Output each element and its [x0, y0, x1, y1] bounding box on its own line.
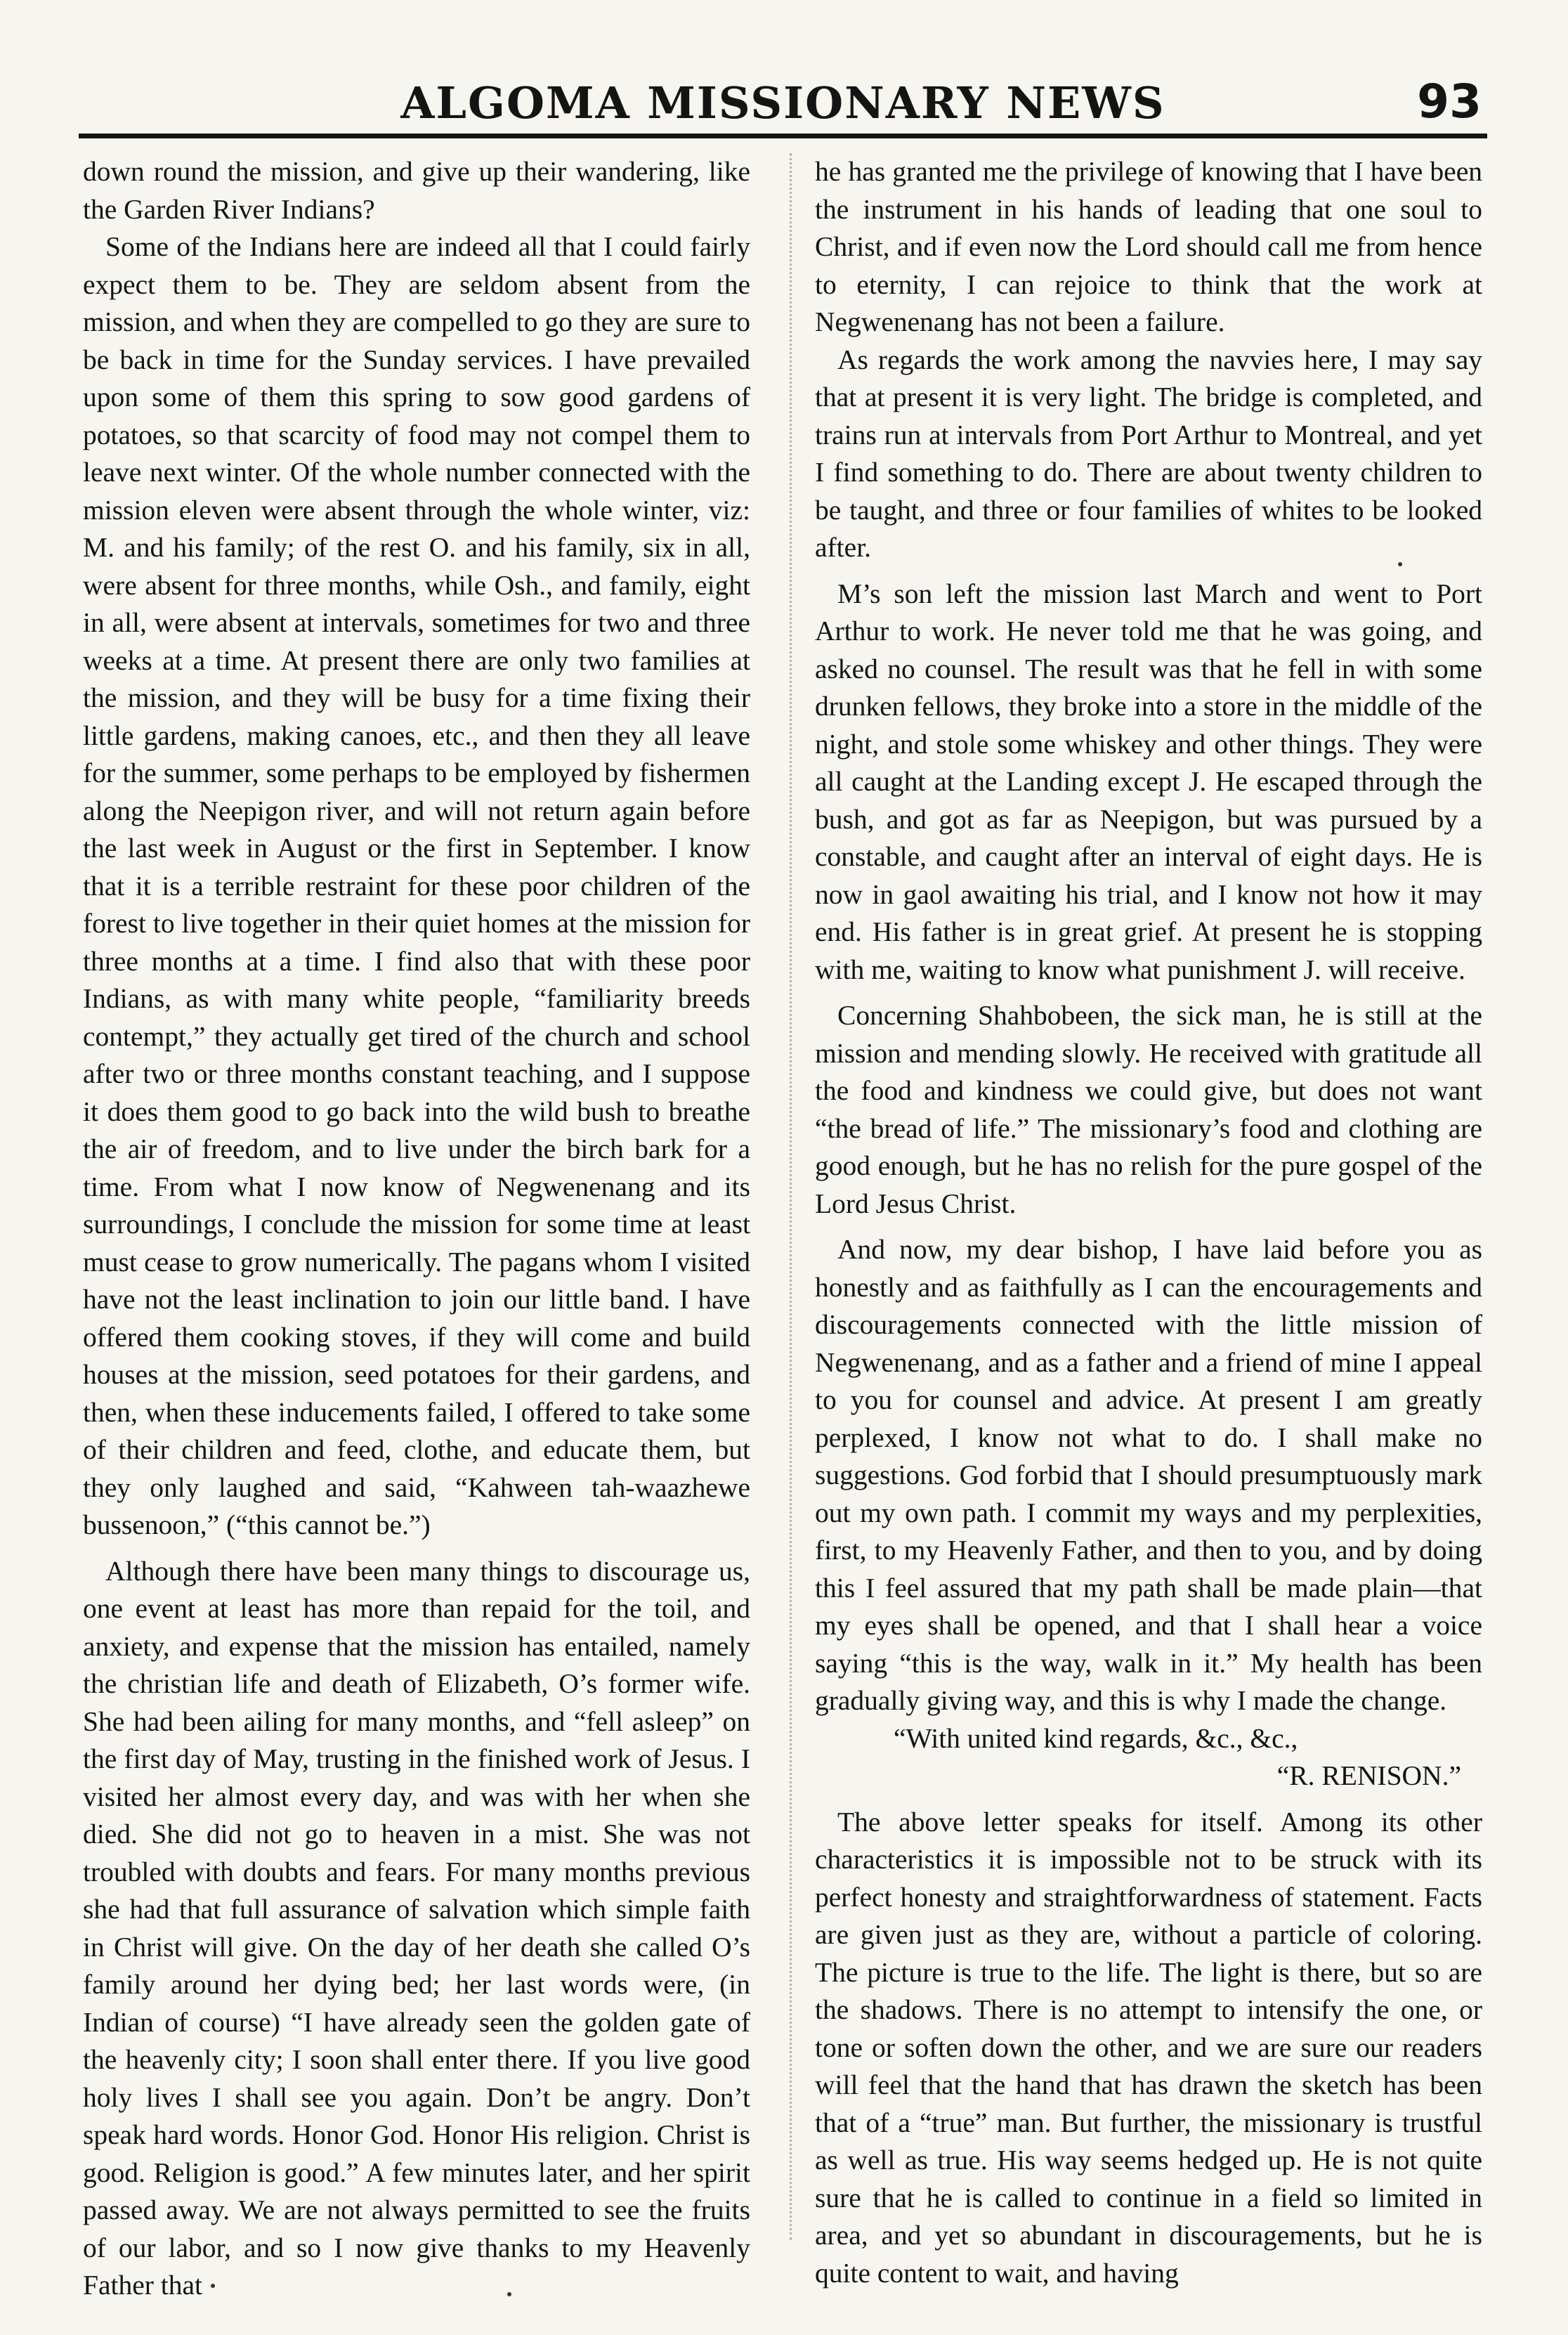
paragraph: M’s son left the mission last March and went to Port Arthur to work. He never told me that he was going, and asked no counsel. The result was that he fell in with some drunken fellows, they broke into a store in the middle of the night, and stole some whiskey and other things. They were all caught at the Landing except J. He escaped through the bush, and got as far as Neepigon, but was pursued by a constable, and caught after an interval of eight days. He is now in gaol awaiting his trial, and I know not how it may end. His father is in great grief. At present he is stopping with me, waiting to know what punishment J. will receive.	[815, 578, 1482, 985]
right-column	[815, 153, 1482, 2289]
paragraph: Although there have been many things to discourage us, one event at least has more than repaid for the toil, and anxiety, and expense that the mission has entailed, namely the christian life and death of Elizabeth, O’s former wife. She had been ailing for many months, and “fell asleep” on the first day of May, trusting in the finished work of Jesus. I visited her almost every day, and was with her when she died. She did not go to heaven in a mist. She was not troubled with doubts and fears. For many months previous she had that full assurance of salvation which simple faith in Christ will give. On the day of her death she called O’s family around her dying bed; her last words were, (in Indian of course) “I have already seen the golden gate of the heavenly city; I soon shall enter there. If you live good holy lives I shall see you again. Don’t be angry. Don’t speak hard words. Honor God. Honor His religion. Christ is good. Religion is good.” A few minutes later, and her spirit passed away. We are not always permitted to see the fruits of our labor, and so I now give thanks to my Heavenly Father that	[83, 1555, 750, 2301]
letter-closing: “With united kind regards, &c., &c.,	[894, 1722, 1298, 1754]
page-number: 93	[1417, 74, 1482, 129]
paragraph: Concerning Shahbobeen, the sick man, he is still at the mission and mending slowly. He received with gratitude all the food and kindness we could give, but does not want “the bread of life.” The missionary’s food and clothing are good enough, but he has no relish for the pure gospel of the Lord Jesus Christ.	[815, 1000, 1482, 1219]
left-column	[83, 153, 750, 2301]
letter-signature: “R. RENISON.”	[1276, 1760, 1461, 1791]
print-speck	[1398, 562, 1402, 566]
print-speck	[507, 2292, 511, 2296]
paragraph: Some of the Indians here are indeed all that I could fairly expect them to be. They are seldom absent from the mission, and when they are compelled to go they are sure to be back in time for the Sunday services. I have prevailed upon some of them this spring to sow good gardens of potatoes, so that scarcity of food may not compel them to leave next winter. Of the whole number connected with the mission eleven were absent through the whole winter, viz: M. and his family; of the rest O. and his family, six in all, were absent for three months, while Osh., and family, eight in all, were absent at intervals, sometimes for two and three weeks at a time. At present there are only two families at the mission, and they will be busy for a time fixing their little gardens, making canoes, etc., and then they all leave for the summer, some perhaps to be employed by fishermen along the Neepigon river, and will not return again before the last week in August or the first in September. I know that it is a terrible restraint for these poor children of the forest to live together in their quiet homes at the mission for three months at a time. I find also that with these poor Indians, as with many white people, “familiarity breeds contempt,” they actually get tired of the church and school after two or three months constant teaching, and I suppose it does them good to go back into the wild bush to breathe the air of freedom, and to live under the birch bark for a time. From what I now know of Negwenenang and its surroundings, I conclude the mission for some time at least must cease to grow numerically. The pagans whom I visited have not the least inclination to join our little band. I have offered them cooking stoves, if they will come and build houses at the mission, seed potatoes for their gardens, and then, when these inducements failed, I offered to take some of their children and feed, clothe, and educate them, but they only laughed and said, “Kahween tah-waazhewe bussenoon,” (“this cannot be.”)	[83, 231, 750, 1540]
paragraph: And now, my dear bishop, I have laid before you as honestly and as faithfully as I can the encouragements and discouragements connected with the little mission of Negwenenang, and as a father and a friend of mine I appeal to you for counsel and advice. At present I am greatly perplexed, I know not what to do. I shall make no suggestions. God forbid that I should presumptuously mark out my own path. I commit my ways and my perplexities, first, to my Heavenly Father, and then to you, and by doing this I feel assured that my path shall be made plain—that my eyes shall be opened, and that I shall hear a voice saying “this is the way, walk in it.” My health has been gradually giving way, and this is why I made the change.	[815, 1234, 1482, 1716]
paragraph: he has granted me the privilege of knowing that I have been the instrument in his hands of leading that one soul to Christ, and if even now the Lord should call me from hence to eternity, I can rejoice to think that the work at Negwenenang has not been a failure.	[815, 156, 1482, 337]
paragraph: The above letter speaks for itself. Among its other characteristics it is impossible not to be struck with its perfect honesty and straightforwardness of statement. Facts are given just as they are, without a particle of coloring. The picture is true to the life. The light is there, but so are the shadows. There is no attempt to intensify the one, or tone or soften down the other, and we are sure our readers will feel that the hand that has drawn the sketch has been that of a “true” man. But further, the missionary is trustful as well as true. His way seems hedged up. He is not quite sure that he is called to continue in a field so limited in area, and yet so abundant in discouragements, but he is quite content to wait, and having	[815, 1806, 1482, 2289]
page-header	[79, 70, 1487, 138]
publication-title: ALGOMA MISSIONARY NEWS	[400, 77, 1165, 129]
paragraph: down round the mission, and give up their wandering, like the Garden River Indians?	[83, 156, 750, 225]
print-speck	[211, 2284, 215, 2288]
paragraph: As regards the work among the navvies here, I may say that at present it is very light. The bridge is completed, and trains run at intervals from Port Arthur to Montreal, and yet I find something to do. There are about twenty children to be taught, and three or four families of whites to be looked after.	[815, 344, 1482, 563]
column-divider	[790, 153, 792, 2240]
